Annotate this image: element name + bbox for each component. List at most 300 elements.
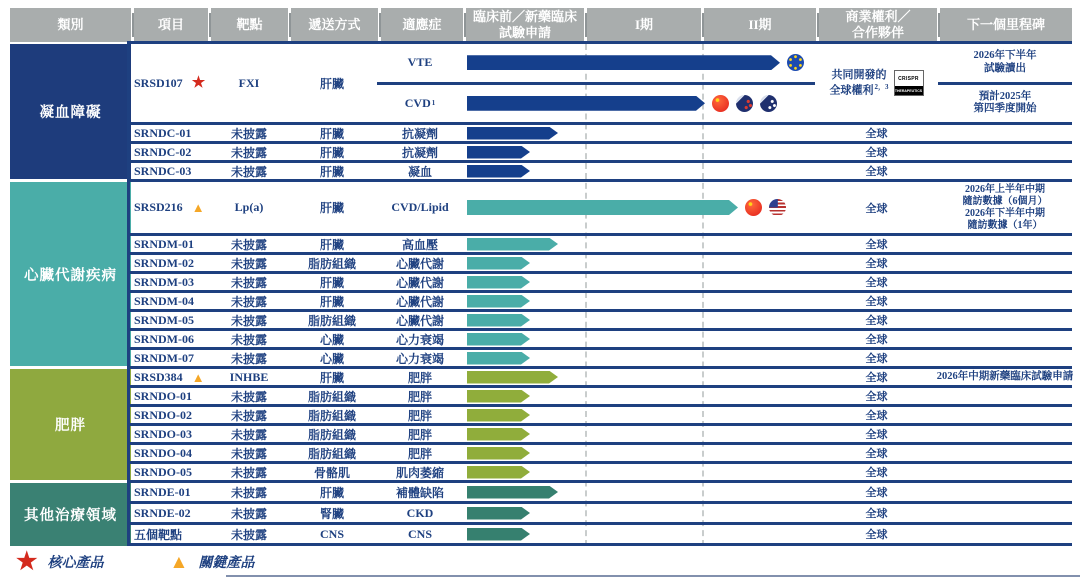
milestone-cell <box>938 504 1072 522</box>
pipeline-row <box>130 312 1072 331</box>
rights-label: 全球 <box>865 529 888 541</box>
rights-cell <box>815 407 938 423</box>
category-block-2: 肥胖 <box>10 369 131 480</box>
rights-cell <box>815 483 938 501</box>
rights-superscript: 2，3 <box>874 82 889 91</box>
delivery-label: 肝臟 <box>319 485 344 500</box>
legend-core-label: 核心產品 <box>47 556 104 571</box>
pipeline-row <box>130 331 1072 350</box>
timeline-cell <box>463 350 815 366</box>
rights-label: 全球 <box>865 391 888 403</box>
target-label: FXI <box>238 75 260 90</box>
project-label: SRNDO-05 <box>134 464 193 479</box>
milestone-cell <box>938 407 1072 423</box>
pipeline-row <box>130 125 1072 144</box>
delivery-cell <box>287 407 377 423</box>
phase-bar <box>467 447 530 460</box>
phase-bar <box>467 295 530 308</box>
delivery-cell <box>287 144 377 160</box>
target-label: 未披露 <box>230 313 267 328</box>
indication-label: 心臟代謝 <box>395 256 444 271</box>
indication-cell <box>377 483 463 501</box>
timeline-cell <box>463 144 815 160</box>
timeline-cell <box>463 163 815 179</box>
pipeline-rows <box>127 41 1072 546</box>
delivery-label: 腎臟 <box>319 506 344 521</box>
timeline-cell <box>463 274 815 290</box>
delivery-cell <box>287 350 377 366</box>
target-cell <box>211 236 287 252</box>
target-label: Lp(a) <box>234 200 264 214</box>
indication-superscript: 1 <box>431 99 436 108</box>
phase-bar <box>467 352 530 365</box>
target-cell <box>211 445 287 461</box>
pipeline-row <box>130 445 1072 464</box>
phase-bar <box>467 314 530 327</box>
indication-cell <box>377 274 463 290</box>
delivery-cell <box>287 274 377 290</box>
milestone-cell <box>938 312 1072 328</box>
header-cell-0: 類別 <box>10 8 131 42</box>
milestone-cell <box>938 525 1072 543</box>
partner-logo-bottom: THERAPEUTICS <box>895 86 923 95</box>
rights-label: 全球 <box>865 448 888 460</box>
target-cell <box>211 525 287 543</box>
project-cell <box>130 445 211 461</box>
phase-bar <box>467 466 530 479</box>
rights-label: 全球 <box>865 410 888 422</box>
target-label: 未披露 <box>230 164 267 179</box>
delivery-cell <box>287 44 377 122</box>
phase-bar <box>467 486 558 499</box>
milestone-cell <box>938 369 1072 385</box>
project-label: SRNDO-03 <box>134 426 193 441</box>
project-label: SRSD107 <box>134 75 183 90</box>
delivery-cell <box>287 426 377 442</box>
rights-label: 全球 <box>865 353 888 365</box>
header-cell-9: 下一個里程碑 <box>940 8 1072 42</box>
rights-label: 全球 <box>865 315 888 327</box>
delivery-cell <box>287 125 377 141</box>
phase-bar <box>467 200 738 215</box>
project-label: SRSD216 <box>134 200 183 214</box>
phase-bar <box>467 276 530 289</box>
indication-cell <box>377 312 463 328</box>
flag-nz-icon <box>736 95 753 112</box>
target-label: 未披露 <box>230 485 267 500</box>
pipeline-row <box>130 483 1072 504</box>
milestone-cell <box>938 125 1072 141</box>
project-cell <box>130 293 211 309</box>
timeline-cell <box>463 182 815 233</box>
pipeline-row <box>130 369 1072 388</box>
delivery-label: CNS <box>319 526 344 541</box>
target-cell <box>211 388 287 404</box>
target-cell <box>211 369 287 385</box>
project-label: SRNDM-05 <box>134 312 194 327</box>
category-block-1: 心臟代謝疾病 <box>10 182 131 366</box>
timeline-cell <box>463 255 815 271</box>
pipeline-row <box>130 182 1072 236</box>
timeline-cell <box>463 312 815 328</box>
rights-cell <box>815 426 938 442</box>
target-cell <box>211 255 287 271</box>
sub-row <box>377 85 815 123</box>
project-label: SRNDM-02 <box>134 255 194 270</box>
sub-row <box>377 44 815 85</box>
delivery-cell <box>287 388 377 404</box>
flag-au-icon <box>760 95 777 112</box>
phase-bar <box>467 333 530 346</box>
project-cell <box>130 144 211 160</box>
target-label: 未披露 <box>230 237 267 252</box>
delivery-cell <box>287 331 377 347</box>
project-cell <box>130 312 211 328</box>
header-cell-1: 項目 <box>134 8 208 42</box>
project-cell <box>130 504 211 522</box>
phase-bar <box>467 146 530 159</box>
milestone-cell <box>938 255 1072 271</box>
target-cell <box>211 426 287 442</box>
delivery-label: 肝臟 <box>319 275 344 290</box>
target-cell <box>211 312 287 328</box>
target-label: 未披露 <box>230 506 267 521</box>
milestone-cell <box>938 236 1072 252</box>
delivery-cell <box>287 525 377 543</box>
rights-cell <box>815 504 938 522</box>
delivery-label: 肝臟 <box>319 76 344 91</box>
indication-label: 肥胖 <box>407 427 432 442</box>
indication-label: CNS <box>407 526 432 541</box>
header-cell-8: 商業權利／ 合作夥伴 <box>819 8 937 42</box>
delivery-label: 肝臟 <box>319 370 344 385</box>
pipeline-row <box>130 407 1072 426</box>
indication-label: 肥胖 <box>407 408 432 423</box>
milestone-cell <box>938 293 1072 309</box>
core-star-icon: ★ <box>191 74 206 91</box>
rights-label: 全球 <box>865 277 888 289</box>
pipeline-row <box>130 144 1072 163</box>
phase-bar <box>467 528 530 541</box>
delivery-label: 脂肪組織 <box>307 313 356 328</box>
target-cell <box>211 331 287 347</box>
target-cell <box>211 182 287 233</box>
rights-label: 全球 <box>865 258 888 270</box>
indication-cell <box>377 331 463 347</box>
delivery-label: 脂肪組織 <box>307 256 356 271</box>
project-label: SRNDE-02 <box>134 505 191 520</box>
target-cell <box>211 293 287 309</box>
project-cell <box>130 483 211 501</box>
rights-cell <box>815 255 938 271</box>
pipeline-row <box>130 504 1072 525</box>
rights-cell <box>815 274 938 290</box>
header-cell-4: 適應症 <box>381 8 463 42</box>
pipeline-row <box>130 293 1072 312</box>
milestone-cell <box>938 445 1072 461</box>
pipeline-row <box>130 426 1072 445</box>
phase-bar <box>467 390 530 403</box>
target-label: 未披露 <box>230 389 267 404</box>
delivery-label: 脂肪組織 <box>307 427 356 442</box>
timeline-cell <box>463 293 815 309</box>
indication-cell <box>377 388 463 404</box>
indication-cell <box>377 369 463 385</box>
indication-cell <box>377 445 463 461</box>
indication-label: 抗凝劑 <box>401 145 438 160</box>
project-label: SRNDO-04 <box>134 445 193 460</box>
phase-bar <box>467 428 530 441</box>
rights-cell <box>815 464 938 480</box>
milestone-label: 2026年中期新藥臨床試驗申請 <box>936 371 1074 383</box>
indication-label: 心力衰竭 <box>395 351 444 366</box>
project-label: SRNDM-03 <box>134 274 194 289</box>
delivery-label: 脂肪組織 <box>307 408 356 423</box>
indication-label: 肥胖 <box>407 389 432 404</box>
milestone-cell <box>938 331 1072 347</box>
target-label: 未披露 <box>230 427 267 442</box>
target-cell <box>211 504 287 522</box>
rights-cell <box>815 312 938 328</box>
indication-label: 高血壓 <box>401 237 438 252</box>
pipeline-row <box>130 350 1072 369</box>
indication-label: 心臟代謝 <box>395 313 444 328</box>
delivery-cell <box>287 369 377 385</box>
phase-bar <box>467 507 530 520</box>
milestone-label: 2026年上半年中期 隨訪數據（6個月） 2026年下半年中期 隨訪數據（1年） <box>962 183 1048 231</box>
pipeline-row <box>130 388 1072 407</box>
core-product-star-icon: ★ <box>16 549 38 575</box>
target-label: 未披露 <box>230 446 267 461</box>
project-label: SRNDM-06 <box>134 331 194 346</box>
timeline-cell <box>463 525 815 543</box>
indication-label: 肥胖 <box>407 370 432 385</box>
milestone-label: 2026年下半年 試驗讀出 <box>938 44 1072 85</box>
project-cell <box>130 407 211 423</box>
timeline-cell <box>463 407 815 423</box>
delivery-label: 心臟 <box>319 332 344 347</box>
project-cell <box>130 125 211 141</box>
target-cell <box>211 144 287 160</box>
flag-cn-icon <box>712 95 729 112</box>
timeline-cell <box>463 369 815 385</box>
category-block-3: 其他治療領域 <box>10 483 131 546</box>
milestone-cell <box>938 388 1072 404</box>
rights-label: 全球 <box>865 372 888 384</box>
milestone-cell <box>938 350 1072 366</box>
pipeline-row <box>130 274 1072 293</box>
target-cell <box>211 407 287 423</box>
milestone-cell <box>938 144 1072 160</box>
rights-label: 全球 <box>865 147 888 159</box>
rights-cell <box>815 369 938 385</box>
rights-label: 全球 <box>865 429 888 441</box>
key-triangle-icon: ▲ <box>191 369 205 385</box>
delivery-cell <box>287 255 377 271</box>
timeline-cell <box>463 85 815 123</box>
rights-cell <box>815 163 938 179</box>
indication-cell <box>377 85 463 123</box>
indication-cell <box>377 236 463 252</box>
project-cell <box>130 464 211 480</box>
dual-indication-timeline <box>377 44 815 122</box>
delivery-cell <box>287 504 377 522</box>
rights-text <box>830 68 889 98</box>
target-label: 未披露 <box>230 351 267 366</box>
timeline-cell <box>463 426 815 442</box>
timeline-cell <box>463 331 815 347</box>
indication-cell <box>377 255 463 271</box>
phase-bar <box>467 96 705 111</box>
phase-bar <box>467 257 530 270</box>
indication-label: 補體缺陷 <box>395 485 444 500</box>
project-label: SRNDM-07 <box>134 350 194 365</box>
crispr-therapeutics-logo <box>894 70 924 96</box>
target-label: 未披露 <box>230 408 267 423</box>
milestone-cell <box>938 44 1072 122</box>
delivery-cell <box>287 182 377 233</box>
delivery-label: 心臟 <box>319 351 344 366</box>
project-cell <box>130 525 211 543</box>
target-label: INHBE <box>229 369 269 384</box>
target-label: 未披露 <box>230 527 267 542</box>
phase-bar <box>467 55 780 70</box>
delivery-label: 肝臟 <box>319 164 344 179</box>
project-cell <box>130 426 211 442</box>
rights-label: 全球 <box>865 508 888 520</box>
header-cell-2: 靶點 <box>211 8 288 42</box>
project-cell <box>130 388 211 404</box>
delivery-label: 肝臟 <box>319 145 344 160</box>
delivery-label: 脂肪組織 <box>307 446 356 461</box>
rights-cell <box>815 525 938 543</box>
phase-bar <box>467 127 558 140</box>
rights-label: 全球 <box>865 128 888 140</box>
milestone-cell <box>938 483 1072 501</box>
project-cell <box>130 255 211 271</box>
timeline-cell <box>463 388 815 404</box>
delivery-label: 肝臟 <box>319 201 344 215</box>
delivery-label: 骨骼肌 <box>313 465 350 480</box>
indication-label: 心臟代謝 <box>395 275 444 290</box>
project-cell <box>130 236 211 252</box>
delivery-cell <box>287 312 377 328</box>
rights-label: 全球 <box>865 296 888 308</box>
indication-label: 心臟代謝 <box>395 294 444 309</box>
timeline-cell <box>463 236 815 252</box>
indication-cell <box>377 163 463 179</box>
indication-cell <box>377 504 463 522</box>
project-label: 五個靶點 <box>134 527 183 542</box>
pipeline-row <box>130 163 1072 182</box>
milestone-cell <box>938 426 1072 442</box>
indication-cell <box>377 407 463 423</box>
target-label: 未披露 <box>230 275 267 290</box>
rights-label: 全球 <box>865 166 888 178</box>
legend <box>16 550 254 574</box>
rights-cell <box>815 445 938 461</box>
target-label: 未披露 <box>230 294 267 309</box>
project-label: SRNDC-03 <box>134 163 192 178</box>
project-label: SRNDC-02 <box>134 144 192 159</box>
flag-eu-icon <box>787 54 804 71</box>
indication-label: 肥胖 <box>407 446 432 461</box>
delivery-label: 肝臟 <box>319 237 344 252</box>
delivery-cell <box>287 236 377 252</box>
rights-cell <box>815 388 938 404</box>
indication-label: CVD/Lipid <box>391 200 449 214</box>
pipeline-row <box>130 525 1072 546</box>
delivery-label: 肝臟 <box>319 294 344 309</box>
timeline-cell <box>463 504 815 522</box>
project-cell <box>130 331 211 347</box>
indication-cell <box>377 44 463 82</box>
indication-cell <box>377 144 463 160</box>
indication-label: CVD <box>404 95 431 110</box>
milestone-cell <box>938 182 1072 233</box>
project-label: SRNDC-01 <box>134 125 192 140</box>
indication-cell <box>377 125 463 141</box>
target-label: 未披露 <box>230 126 267 141</box>
project-label: SRNDE-01 <box>134 484 191 499</box>
header-cell-3: 遞送方式 <box>291 8 378 42</box>
timeline-cell <box>463 44 815 82</box>
indication-cell <box>377 525 463 543</box>
phase-bar <box>467 409 530 422</box>
target-cell <box>211 483 287 501</box>
rights-label: 共同開發的 全球權利 <box>829 68 887 97</box>
flag-cn-icon <box>745 199 762 216</box>
key-product-triangle-icon: ▲ <box>169 551 189 573</box>
project-cell <box>130 44 211 122</box>
phase-bar <box>467 238 558 251</box>
project-cell <box>130 182 211 233</box>
indication-cell <box>377 350 463 366</box>
indication-cell <box>377 182 463 233</box>
milestone-cell <box>938 464 1072 480</box>
rights-label: 全球 <box>865 334 888 346</box>
rights-cell <box>815 331 938 347</box>
target-cell <box>211 274 287 290</box>
indication-cell <box>377 464 463 480</box>
indication-cell <box>377 293 463 309</box>
rights-cell <box>815 350 938 366</box>
target-label: 未披露 <box>230 145 267 160</box>
project-cell <box>130 369 211 385</box>
delivery-label: 肝臟 <box>319 126 344 141</box>
indication-cell <box>377 426 463 442</box>
project-cell <box>130 350 211 366</box>
target-cell <box>211 464 287 480</box>
delivery-cell <box>287 483 377 501</box>
rights-cell <box>815 182 938 233</box>
indication-label: 肌肉萎縮 <box>395 465 444 480</box>
header-cell-5: 臨床前／新藥臨床 試驗申請 <box>466 8 584 42</box>
indication-label: CKD <box>406 505 434 520</box>
legend-key-label: 關鍵產品 <box>198 556 255 571</box>
pipeline-row <box>130 255 1072 274</box>
rights-label: 全球 <box>865 239 888 251</box>
phase-bar <box>467 165 530 178</box>
project-cell <box>130 163 211 179</box>
timeline-cell <box>463 464 815 480</box>
rights-cell <box>815 293 938 309</box>
phase-bar <box>467 371 558 384</box>
milestone-cell <box>938 274 1072 290</box>
delivery-cell <box>287 163 377 179</box>
flag-us-icon <box>769 199 786 216</box>
rights-cell <box>815 236 938 252</box>
